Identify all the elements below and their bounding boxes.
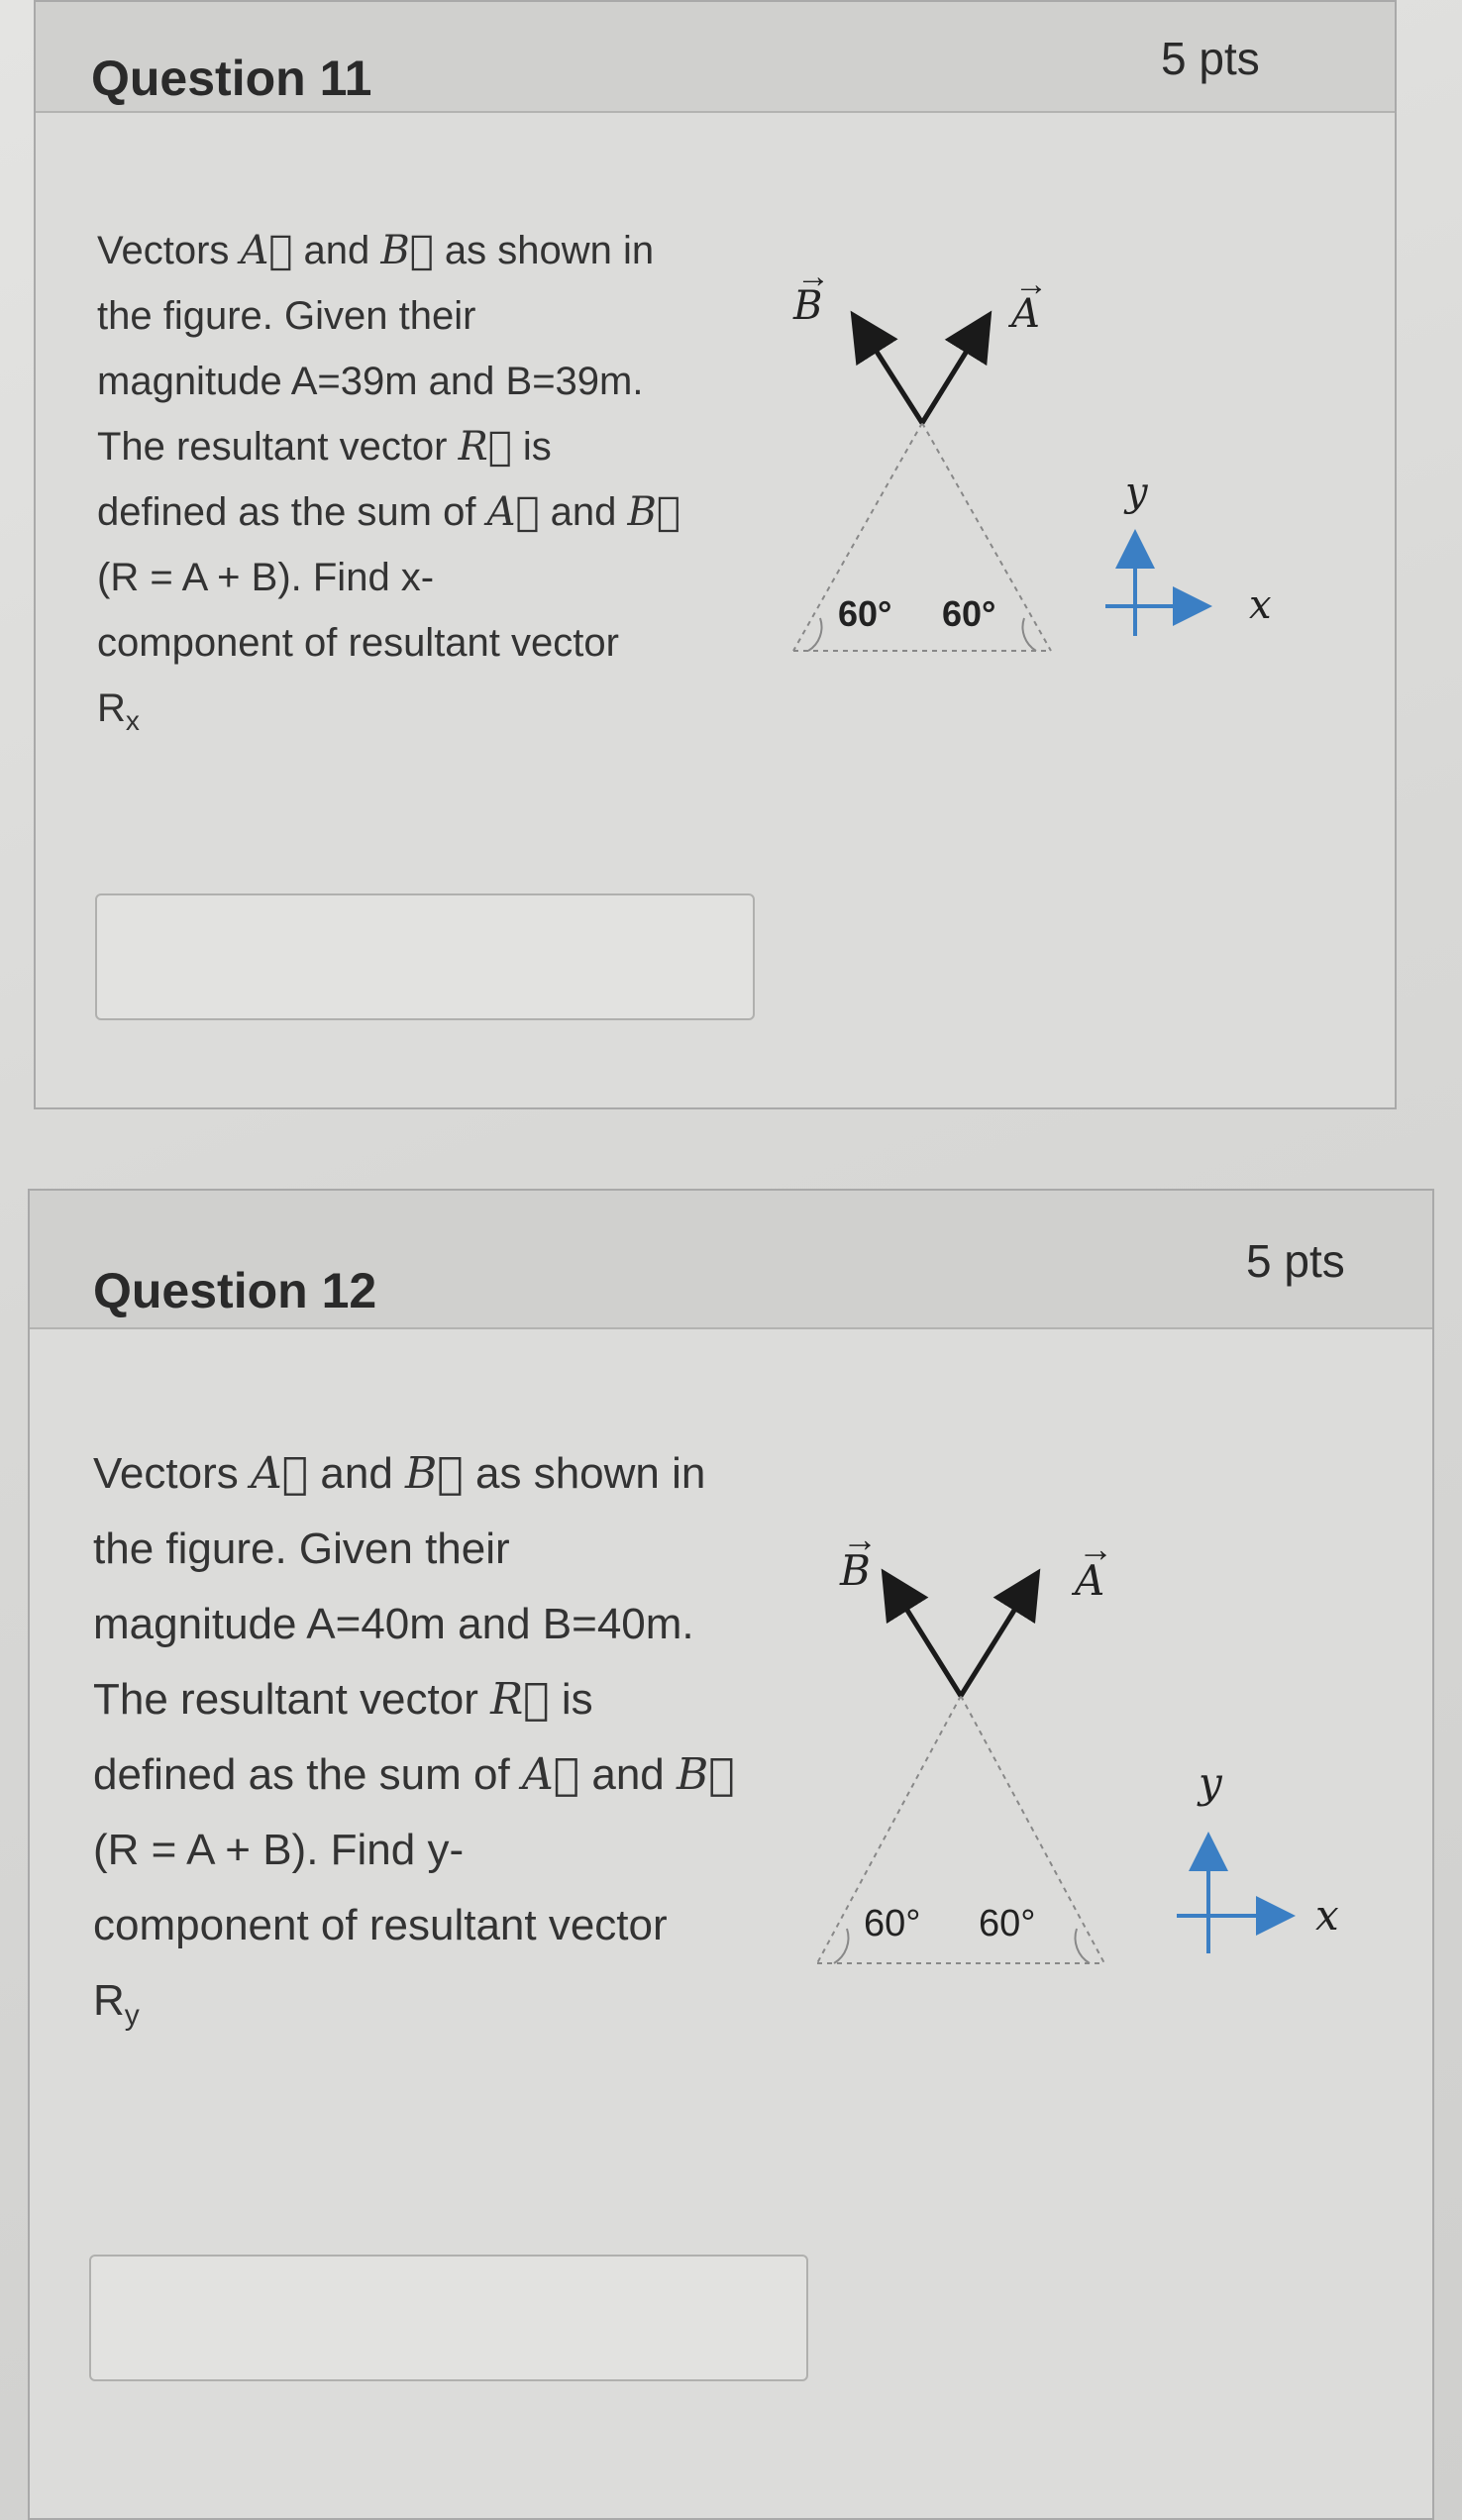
axis-y-label: y — [1125, 470, 1148, 515]
triangle-dashed — [817, 1696, 1104, 1963]
vector-b-arrow — [856, 319, 922, 423]
question-12-text: Vectors A⃗ and B⃗ as shown in the figure. Given their magnitude A=40m and B=40m. The resultant vector R⃗ is defined as the sum of A⃗ and B⃗ (R = A + B). Find y- component of resultant vector $R_y$ — [93, 1448, 735, 2032]
vector-a-arrow — [922, 319, 987, 423]
vector-b-arrow — [887, 1577, 961, 1696]
svg-text:→: → — [1014, 265, 1048, 303]
vector-a-arrow — [961, 1577, 1035, 1696]
angle-left-label: 60° — [838, 593, 892, 634]
question-12-header — [30, 1191, 1432, 1329]
angle-right-label: 60° — [942, 593, 996, 634]
question-11-vector-figure — [749, 260, 1343, 676]
angle-right-label: 60° — [979, 1903, 1036, 1944]
axis-y-label: y — [1199, 1758, 1222, 1807]
question-11-title: Question 11 — [91, 51, 372, 106]
axis-x-label: x — [1315, 1891, 1339, 1940]
question-11-text: Vectors A⃗ and B⃗ as shown in the figure. Given their magnitude A=39m and B=39m. The resultant vector R⃗ is defined as the sum of A⃗ and B⃗ (R = A + B). Find x- component of resultant vector $R_x$ — [97, 228, 680, 736]
angle-left-label: 60° — [864, 1903, 921, 1944]
question-11-card — [34, 0, 1397, 1109]
vector-a-label: A — [1075, 1556, 1105, 1605]
question-11-header — [36, 2, 1395, 113]
question-12-card — [28, 1189, 1434, 2520]
vector-b-label: B — [793, 283, 823, 329]
question-11-answer-input[interactable] — [95, 893, 755, 1020]
svg-text:→: → — [1078, 1528, 1113, 1569]
question-12-title: Question 12 — [93, 1263, 377, 1318]
question-12-vector-figure — [802, 1488, 1416, 2003]
question-11-points: 5 pts — [1161, 33, 1260, 84]
question-12-answer-input[interactable] — [89, 2255, 808, 2381]
question-12-points: 5 pts — [1246, 1235, 1345, 1287]
axis-x-label: x — [1249, 582, 1272, 628]
vector-b-label: B — [840, 1546, 871, 1595]
svg-text:→: → — [796, 260, 830, 295]
vector-a-label: A — [1011, 291, 1040, 337]
triangle-dashed — [793, 423, 1051, 651]
svg-text:→: → — [842, 1519, 878, 1559]
